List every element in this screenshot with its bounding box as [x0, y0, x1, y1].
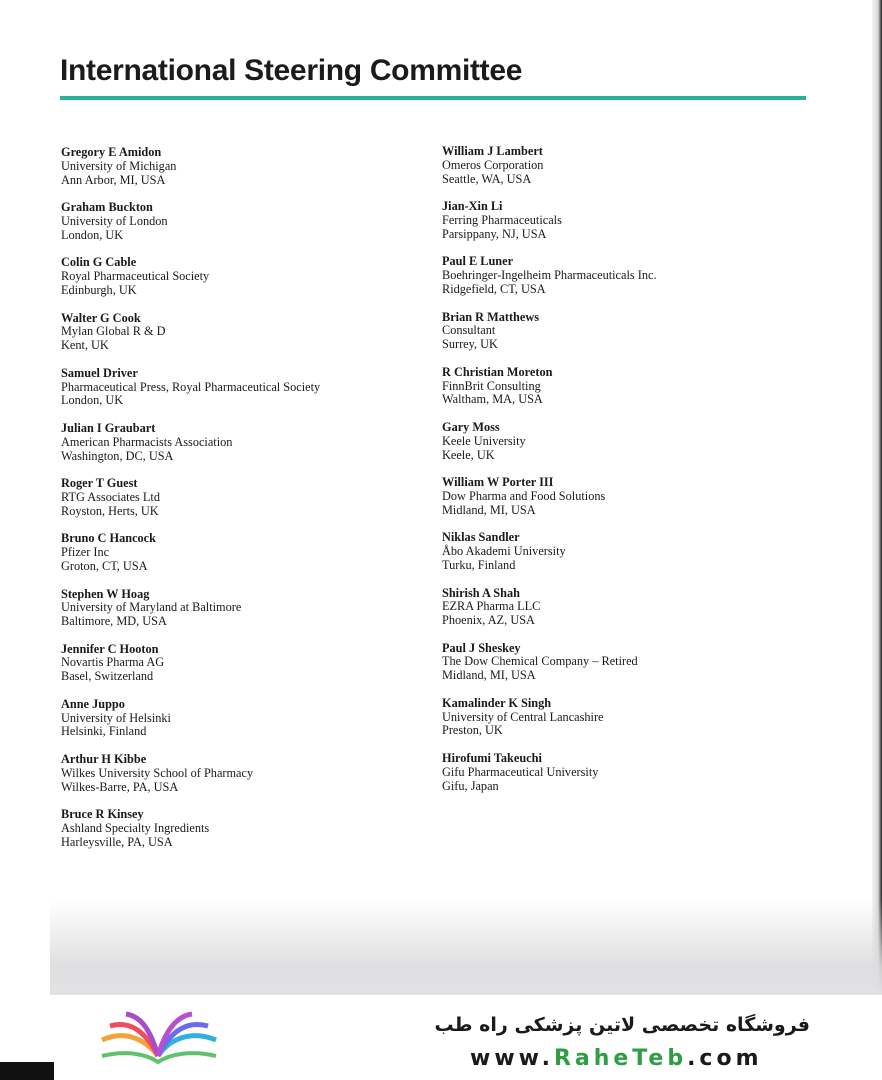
scan-corner [0, 1062, 54, 1080]
member-name: Niklas Sandler [442, 530, 520, 545]
member-name: William J Lambert [442, 144, 543, 158]
member-affiliation: University of Helsinki [61, 710, 171, 725]
committee-member [61, 312, 431, 367]
member-location: London, UK [61, 227, 124, 242]
committee-member [61, 477, 431, 532]
url-brand: RaheTeb [553, 1046, 688, 1071]
committee-member [61, 422, 431, 477]
member-location: Helsinki, Finland [61, 724, 147, 739]
member-affiliation: Ashland Specialty Ingredients [61, 821, 210, 836]
committee-member [61, 643, 431, 698]
member-location: Seattle, WA, USA [442, 171, 532, 186]
member-name: Roger T Guest [61, 476, 138, 491]
member-affiliation: Keele University [442, 433, 526, 448]
member-name: Hirofumi Takeuchi [442, 751, 542, 766]
member-name: William W Porter III [442, 475, 554, 490]
member-affiliation: Mylan Global R & D [61, 324, 166, 339]
committee-member [61, 753, 431, 808]
committee-member [61, 532, 431, 587]
member-location: Surrey, UK [442, 337, 498, 352]
member-affiliation: University of Maryland at Baltimore [61, 600, 242, 615]
committee-member [442, 145, 812, 200]
committee-member [442, 200, 812, 255]
url-prefix: www. [470, 1046, 554, 1071]
member-name: Jian-Xin Li [442, 199, 503, 214]
title-rule [60, 96, 806, 100]
member-location: Ann Arbor, MI, USA [61, 172, 166, 187]
member-name: Bruce R Kinsey [61, 807, 144, 822]
member-affiliation: American Pharmacists Association [61, 434, 233, 449]
store-name: فروشگاه تخصصی لاتین پزشکی راه طب [434, 1014, 810, 1036]
member-location: Preston, UK [442, 723, 503, 738]
member-location: Kent, UK [61, 338, 109, 353]
committee-member [442, 752, 812, 807]
bleed-through-shadow [50, 900, 882, 995]
committee-member [61, 808, 431, 863]
member-affiliation: Ferring Pharmaceuticals [442, 212, 562, 227]
member-name: Shirish A Shah [442, 585, 520, 600]
committee-member [442, 421, 812, 476]
member-name: Graham Buckton [61, 200, 153, 215]
member-affiliation: Boehringer-Ingelheim Pharmaceuticals Inc. [442, 268, 657, 283]
member-location: Wilkes-Barre, PA, USA [61, 779, 179, 794]
member-location: Baltimore, MD, USA [61, 614, 167, 629]
member-location: Midland, MI, USA [442, 502, 536, 517]
member-affiliation: The Dow Chemical Company – Retired [442, 654, 638, 669]
member-location: Turku, Finland [442, 557, 516, 572]
store-url[interactable] [470, 1046, 763, 1071]
committee-member [442, 311, 812, 366]
member-affiliation: RTG Associates Ltd [61, 489, 160, 504]
member-affiliation: Omeros Corporation [442, 157, 544, 172]
member-location: Gifu, Japan [442, 778, 499, 793]
committee-member [442, 697, 812, 752]
committee-member [61, 146, 431, 201]
member-location: Midland, MI, USA [442, 668, 536, 683]
member-location: Basel, Switzerland [61, 669, 154, 684]
committee-member [442, 642, 812, 697]
member-affiliation: Åbo Akademi University [442, 544, 566, 559]
member-name: Arthur H Kibbe [61, 752, 147, 767]
member-name: Walter G Cook [61, 310, 141, 325]
member-location: Washington, DC, USA [61, 448, 174, 463]
member-name: Julian I Graubart [61, 420, 156, 435]
member-name: Gregory E Amidon [61, 145, 162, 159]
committee-member [61, 256, 431, 311]
member-name: Samuel Driver [61, 365, 138, 380]
member-affiliation: Novartis Pharma AG [61, 655, 165, 670]
committee-member [442, 587, 812, 642]
member-name: Paul E Luner [442, 254, 514, 269]
member-affiliation: EZRA Pharma LLC [442, 599, 541, 614]
member-location: Harleysville, PA, USA [61, 834, 173, 849]
committee-member [442, 476, 812, 531]
url-suffix: .com [687, 1046, 763, 1071]
member-affiliation: University of London [61, 213, 168, 228]
member-location: London, UK [61, 393, 124, 408]
member-name: Brian R Matthews [442, 309, 540, 324]
member-affiliation: Pharmaceutical Press, Royal Pharmaceutical Society [61, 379, 321, 394]
committee-member [61, 698, 431, 753]
member-affiliation: Dow Pharma and Food Solutions [442, 488, 606, 503]
member-name: Colin G Cable [61, 255, 137, 270]
member-affiliation: Wilkes University School of Pharmacy [61, 765, 254, 780]
member-location: Waltham, MA, USA [442, 392, 543, 407]
committee-member [61, 588, 431, 643]
member-location: Ridgefield, CT, USA [442, 281, 546, 296]
members-column-right [442, 145, 812, 807]
page-title: International Steering Committee [60, 54, 523, 87]
member-affiliation: FinnBrit Consulting [442, 378, 541, 393]
members-column-left [61, 146, 431, 863]
member-name: Stephen W Hoag [61, 586, 150, 601]
committee-member [442, 531, 812, 586]
member-affiliation: Gifu Pharmaceutical University [442, 764, 599, 779]
member-name: Gary Moss [442, 419, 500, 434]
member-affiliation: University of Central Lancashire [442, 709, 604, 724]
member-name: Bruno C Hancock [61, 531, 156, 546]
book-logo-icon [96, 1010, 222, 1070]
member-name: R Christian Moreton [442, 364, 553, 379]
member-affiliation: Pfizer Inc [61, 545, 110, 560]
member-affiliation: Royal Pharmaceutical Society [61, 269, 210, 284]
member-location: Keele, UK [442, 447, 495, 462]
member-location: Parsippany, NJ, USA [442, 226, 547, 241]
committee-member [442, 255, 812, 310]
committee-member [61, 367, 431, 422]
member-name: Jennifer C Hooton [61, 641, 159, 656]
member-name: Anne Juppo [61, 696, 125, 711]
member-name: Paul J Sheskey [442, 640, 521, 655]
committee-member [61, 201, 431, 256]
member-name: Kamalinder K Singh [442, 695, 552, 710]
member-location: Edinburgh, UK [61, 282, 137, 297]
member-affiliation: Consultant [442, 323, 496, 338]
member-location: Groton, CT, USA [61, 558, 148, 573]
member-affiliation: University of Michigan [61, 158, 177, 173]
committee-member [442, 366, 812, 421]
member-location: Phoenix, AZ, USA [442, 613, 535, 628]
member-location: Royston, Herts, UK [61, 503, 159, 518]
